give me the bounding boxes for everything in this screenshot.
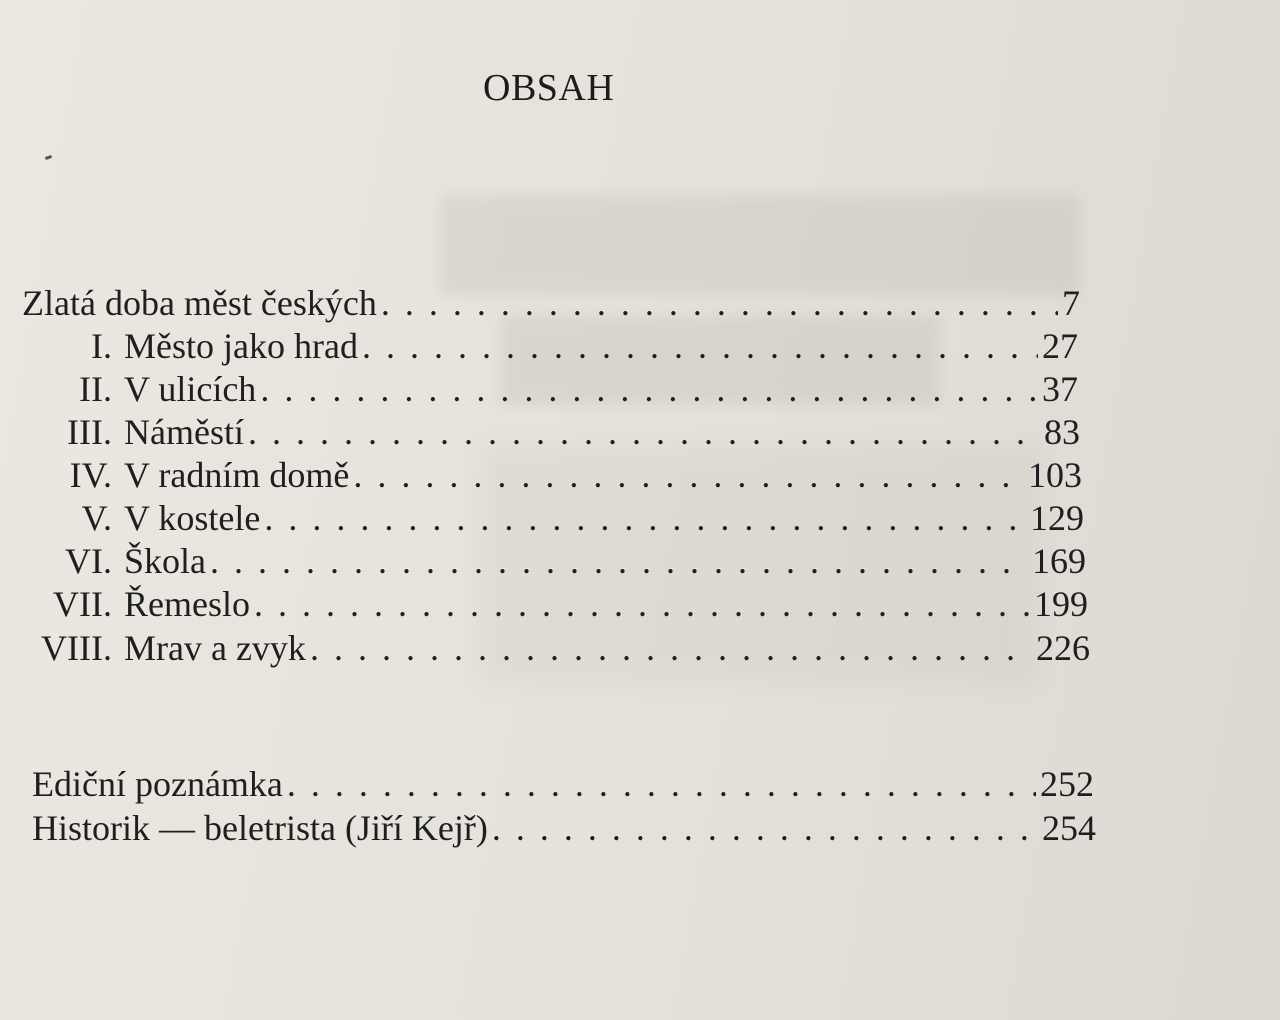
toc-entry-appendix [32, 807, 1096, 849]
chapter-number: III. [67, 412, 112, 452]
dot-leader [248, 411, 1040, 453]
toc-entry-page: 226 [1036, 628, 1090, 668]
toc-entry-page: 169 [1032, 541, 1086, 581]
dot-leader [254, 583, 1030, 625]
toc-entry-page: 7 [1062, 283, 1080, 323]
toc-entry-label: Mrav a zvyk [124, 628, 306, 668]
toc-entry-label: Řemeslo [124, 584, 250, 624]
toc-entry-label: V radním domě [124, 455, 350, 495]
toc-entry-chapter [0, 454, 1082, 496]
toc-entry-chapter [0, 325, 1078, 367]
dot-leader [260, 368, 1038, 410]
toc-entry-page: 254 [1042, 808, 1096, 848]
toc-entry-chapter [0, 368, 1078, 410]
toc-entry-page: 252 [1040, 764, 1094, 804]
toc-entry-chapter [0, 583, 1088, 625]
dot-leader [381, 282, 1058, 324]
toc-entry-chapter [0, 411, 1080, 453]
toc-entry-label: Škola [124, 541, 207, 581]
toc-entry-label: V kostele [124, 498, 261, 538]
dot-leader [310, 627, 1032, 669]
toc-entry-appendix [32, 763, 1094, 805]
toc-entry-page: 199 [1034, 584, 1088, 624]
toc-entry-label: V ulicích [124, 369, 257, 409]
toc-entry-intro [22, 282, 1080, 324]
toc-entry-label: Ediční poznámka [32, 764, 283, 804]
chapter-number: II. [79, 369, 112, 409]
chapter-number: I. [91, 326, 112, 366]
toc-entry-page: 37 [1042, 369, 1078, 409]
chapter-number: IV. [69, 455, 112, 495]
chapter-number: VI. [65, 541, 112, 581]
toc-entry-chapter [0, 627, 1090, 669]
dot-leader [210, 540, 1028, 582]
toc-entry-page: 129 [1030, 498, 1084, 538]
toc-entry-label: Zlatá doba měst českých [22, 283, 377, 323]
toc-entry-page: 27 [1042, 326, 1078, 366]
dot-leader [362, 325, 1038, 367]
toc-entry-chapter [0, 497, 1084, 539]
toc-entry-chapter [0, 540, 1086, 582]
toc-entry-label: Historik — beletrista (Jiří Kejř) [32, 808, 488, 848]
chapter-number: VII. [53, 584, 112, 624]
chapter-number: VIII. [41, 628, 112, 668]
dot-leader [264, 497, 1026, 539]
dot-leader [353, 454, 1024, 496]
page-title: OBSAH [483, 67, 615, 109]
toc-entry-label: Město jako hrad [124, 326, 358, 366]
dot-leader [287, 763, 1036, 805]
toc-entry-page: 83 [1044, 412, 1080, 452]
chapter-number: V. [81, 498, 112, 538]
dot-leader [492, 807, 1038, 849]
toc-entry-label: Náměstí [124, 412, 244, 452]
toc-entry-page: 103 [1028, 455, 1082, 495]
